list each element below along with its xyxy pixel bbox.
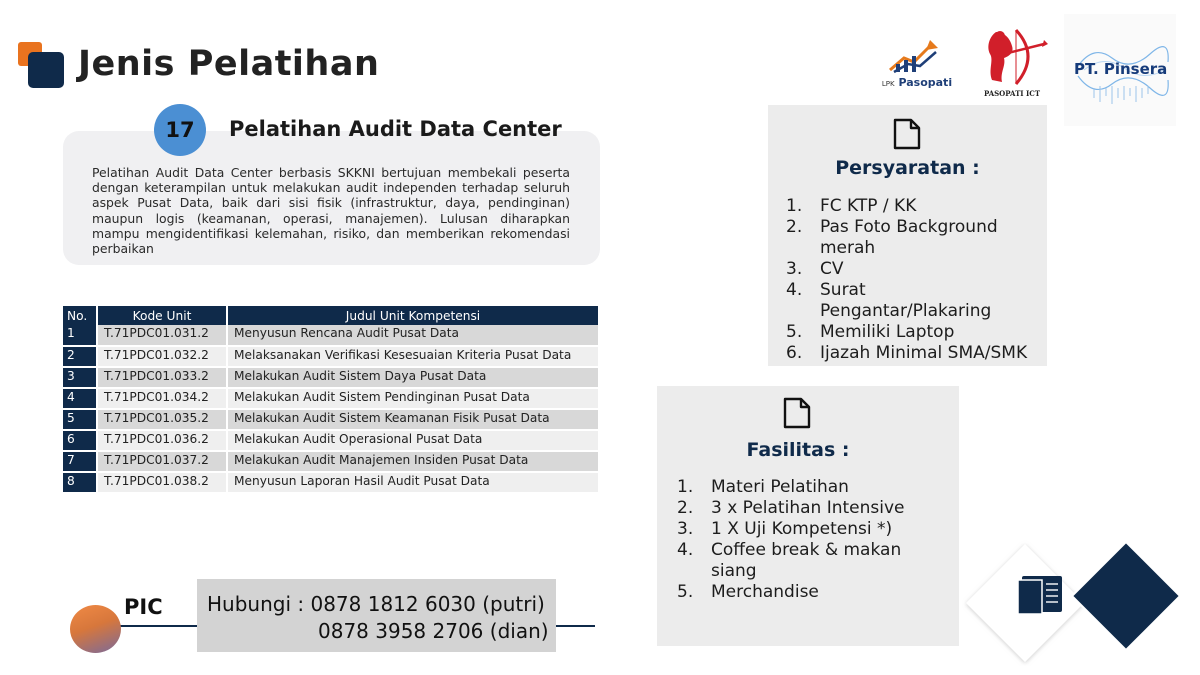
list-item: 3. 1 X Uji Kompetensi *) [677,519,893,539]
table-row [63,451,599,472]
table-row [63,367,599,388]
lpk-name-label: Pasopati [898,76,953,89]
row-judul: Menyusun Laporan Hasil Audit Pusat Data [227,472,599,493]
list-item: 5. Merchandise [677,582,819,602]
lpk-pasopati-logo [878,36,956,96]
office-document-icon [1018,576,1062,614]
row-judul: Menyusun Rencana Audit Pusat Data [227,325,599,346]
facilities-box [657,386,959,646]
pic-circle-icon [70,605,121,653]
header-no: No. [63,306,97,325]
row-kode: T.71PDC01.038.2 [97,472,227,493]
list-item: 3. CV [786,259,844,279]
list-item: 4. Coffee break & makan siang [677,540,902,581]
requirements-list [786,196,1041,364]
lpk-small-label: LPK [881,80,895,88]
header-kode-unit: Kode Unit [97,306,227,325]
row-judul: Melaksanakan Verifikasi Kesesuaian Kriteria Pusat Data [227,346,599,367]
header-icon [18,42,66,88]
course-number-badge: 17 [154,104,206,156]
row-kode: T.71PDC01.037.2 [97,451,227,472]
course-title: Pelatihan Audit Data Center [229,117,562,141]
row-kode: T.71PDC01.033.2 [97,367,227,388]
competency-table [63,306,600,494]
row-judul: Melakukan Audit Sistem Pendinginan Pusat Data [227,388,599,409]
table-header-row [63,306,599,325]
row-no: 5 [63,409,97,430]
list-item: 1. FC KTP / KK [786,196,917,216]
row-no: 2 [63,346,97,367]
document-icon [782,396,812,430]
pic-divider-right [556,625,595,627]
row-judul: Melakukan Audit Sistem Keamanan Fisik Pusat Data [227,409,599,430]
row-no: 1 [63,325,97,346]
pasopati-caption: PASOPATI ICT [983,89,1041,98]
list-item: 1. Materi Pelatihan [677,477,849,497]
table-row [63,430,599,451]
list-item: 2. Pas Foto Background merah [786,217,998,258]
row-judul: Melakukan Audit Manajemen Insiden Pusat Data [227,451,599,472]
pic-divider-left [120,625,198,627]
row-judul: Melakukan Audit Sistem Daya Pusat Data [227,367,599,388]
row-kode: T.71PDC01.031.2 [97,325,227,346]
navy-diamond-decoration [1070,540,1182,652]
row-no: 3 [63,367,97,388]
pasopati-ict-logo [976,26,1048,100]
table-row [63,409,599,430]
row-kode: T.71PDC01.034.2 [97,388,227,409]
table-row [63,388,599,409]
row-kode: T.71PDC01.032.2 [97,346,227,367]
row-no: 4 [63,388,97,409]
pinsera-logo [1064,14,1176,126]
document-icon [892,117,922,151]
contact-line-1: Hubungi : 0878 1812 6030 (putri) [207,592,545,616]
row-no: 6 [63,430,97,451]
facilities-list [677,477,947,603]
archer-icon [976,26,1048,88]
contact-line-2: 0878 3958 2706 (dian) [318,619,549,643]
table-row [63,472,599,493]
row-no: 7 [63,451,97,472]
row-kode: T.71PDC01.036.2 [97,430,227,451]
list-item: 6. Ijazah Minimal SMA/SMK [786,343,1028,363]
table-row [63,325,599,346]
pic-label: PIC [124,595,163,619]
requirements-box [768,105,1047,366]
list-item: 4. Surat Pengantar/Plakaring [786,280,992,321]
header-judul-unit: Judul Unit Kompetensi [227,306,599,325]
navy-square-icon [28,52,64,88]
facilities-title: Fasilitas : [746,439,850,461]
list-item: 2. 3 x Pelatihan Intensive [677,498,905,518]
row-no: 8 [63,472,97,493]
pinsera-name: PT. Pinsera [1074,60,1168,78]
arrow-chart-icon [886,38,946,74]
row-kode: T.71PDC01.035.2 [97,409,227,430]
course-description: Pelatihan Audit Data Center berbasis SKKNI bertujuan membekali peserta dengan keterampilan untuk melakukan audit independen terhadap seluruh aspek Pusat Data, baik dari sisi fisik (infrastruktur, daya, pendinginan) maupun logis (keamanan, operasi, manajemen). Lulusan diharapkan mampu mengidentifikasi kelemahan, risiko, dan memberikan rekomendasi perbaikan [92,165,570,257]
requirements-title: Persyaratan : [835,157,980,179]
list-item: 5. Memiliki Laptop [786,322,955,342]
table-row [63,346,599,367]
page-title: Jenis Pelatihan [78,44,380,84]
row-judul: Melakukan Audit Operasional Pusat Data [227,430,599,451]
